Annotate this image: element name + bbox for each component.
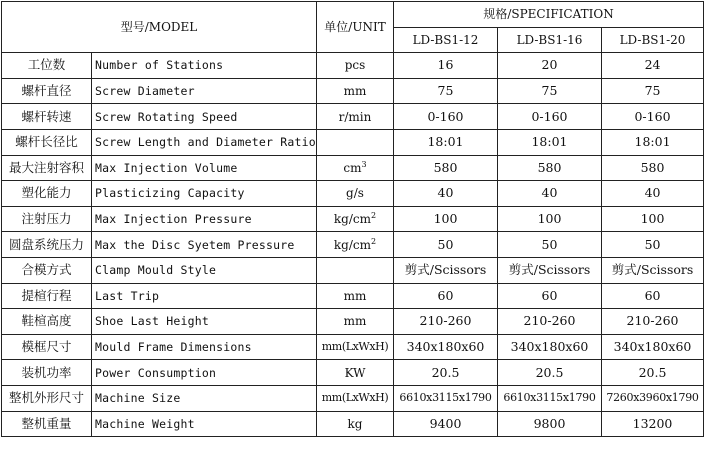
value-cell-model-1: 60 [394, 283, 498, 309]
value-cell-model-3: 20.5 [602, 360, 704, 386]
table-row [2, 257, 704, 283]
value-cell-model-1: 210-260 [394, 309, 498, 335]
value-cell-model-1: 75 [394, 78, 498, 104]
value-cell-model-2: 6610x3115x1790 [498, 385, 602, 411]
value-cell-model-1: 9400 [394, 411, 498, 437]
value-cell-model-1: 580 [394, 155, 498, 181]
value-cell-model-2: 9800 [498, 411, 602, 437]
unit-header: 单位/UNIT [317, 2, 394, 53]
parameter-name-cn: 最大注射容积 [2, 155, 92, 181]
parameter-name-cn: 装机功率 [2, 360, 92, 386]
unit-superscript: 2 [371, 236, 377, 246]
unit-text: mm [343, 84, 367, 99]
unit-superscript: 3 [361, 159, 367, 169]
parameter-name-cn: 鞋楦高度 [2, 309, 92, 335]
parameter-name-en: Clamp Mould Style [92, 257, 317, 283]
parameter-name-cn: 螺杆长径比 [2, 129, 92, 155]
table-row [2, 104, 704, 130]
parameter-unit [317, 283, 394, 309]
value-cell-model-3: 18:01 [602, 129, 704, 155]
value-cell-model-3: 340x180x60 [602, 334, 704, 360]
parameter-name-en: Screw Length and Diameter Ratio [92, 129, 317, 155]
value-cell-model-3: 60 [602, 283, 704, 309]
value-cell-model-3: 210-260 [602, 309, 704, 335]
table-row [2, 78, 704, 104]
unit-text: KW [344, 365, 366, 380]
parameter-unit [317, 206, 394, 232]
model-column-2: LD-BS1-16 [498, 27, 602, 53]
parameter-name-en: Mould Frame Dimensions [92, 334, 317, 360]
parameter-name-en: Plasticizing Capacity [92, 181, 317, 207]
parameter-name-en: Max the Disc Syetem Pressure [92, 232, 317, 258]
value-cell-model-3: 580 [602, 155, 704, 181]
value-cell-model-3: 13200 [602, 411, 704, 437]
value-cell-model-2: 580 [498, 155, 602, 181]
parameter-unit [317, 360, 394, 386]
value-cell-model-2: 0-160 [498, 104, 602, 130]
value-cell-model-3: 7260x3960x1790 [602, 385, 704, 411]
unit-text: r/min [338, 109, 372, 124]
model-column-3: LD-BS1-20 [602, 27, 704, 53]
table-row [2, 181, 704, 207]
value-cell-model-3: 0-160 [602, 104, 704, 130]
parameter-unit [317, 104, 394, 130]
parameter-name-en: Screw Rotating Speed [92, 104, 317, 130]
parameter-unit [317, 129, 394, 155]
value-cell-model-1: 20.5 [394, 360, 498, 386]
unit-text: kg/cm [333, 237, 371, 252]
value-cell-model-3: 24 [602, 53, 704, 79]
table-row [2, 283, 704, 309]
unit-text: mm [343, 288, 367, 303]
table-row [2, 232, 704, 258]
model-header: 型号/MODEL [2, 2, 317, 53]
value-cell-model-2: 60 [498, 283, 602, 309]
parameter-name-cn: 塑化能力 [2, 181, 92, 207]
unit-text: kg [347, 416, 363, 431]
value-cell-model-3: 40 [602, 181, 704, 207]
unit-text: g/s [346, 186, 364, 201]
parameter-name-cn: 整机外形尺寸 [2, 385, 92, 411]
parameter-name-cn: 整机重量 [2, 411, 92, 437]
value-cell-model-1: 0-160 [394, 104, 498, 130]
parameter-unit [317, 411, 394, 437]
value-cell-model-1: 50 [394, 232, 498, 258]
parameter-unit [317, 53, 394, 79]
parameter-name-en: Machine Size [92, 385, 317, 411]
table-row [2, 129, 704, 155]
parameter-name-en: Last Trip [92, 283, 317, 309]
parameter-name-en: Max Injection Pressure [92, 206, 317, 232]
table-row [2, 411, 704, 437]
value-cell-model-1: 40 [394, 181, 498, 207]
parameter-name-cn: 注射压力 [2, 206, 92, 232]
parameter-name-cn: 合模方式 [2, 257, 92, 283]
parameter-name-en: Max Injection Volume [92, 155, 317, 181]
value-cell-model-2: 50 [498, 232, 602, 258]
model-column-1: LD-BS1-12 [394, 27, 498, 53]
parameter-unit [317, 181, 394, 207]
parameter-name-cn: 模框尺寸 [2, 334, 92, 360]
unit-text: mm(LxWxH) [321, 391, 389, 405]
value-cell-model-3: 50 [602, 232, 704, 258]
parameter-name-en: Screw Diameter [92, 78, 317, 104]
parameter-unit [317, 334, 394, 360]
value-cell-model-1: 18:01 [394, 129, 498, 155]
parameter-unit [317, 155, 394, 181]
value-cell-model-2: 剪式/Scissors [498, 257, 602, 283]
unit-text: mm(LxWxH) [321, 340, 389, 354]
parameter-unit [317, 78, 394, 104]
parameter-name-en: Power Consumption [92, 360, 317, 386]
parameter-name-en: Shoe Last Height [92, 309, 317, 335]
table-row [2, 309, 704, 335]
parameter-unit [317, 232, 394, 258]
table-row [2, 206, 704, 232]
value-cell-model-1: 100 [394, 206, 498, 232]
table-row [2, 334, 704, 360]
unit-superscript: 2 [371, 211, 377, 221]
table-row [2, 155, 704, 181]
value-cell-model-2: 18:01 [498, 129, 602, 155]
table-row [2, 385, 704, 411]
parameter-name-en: Number of Stations [92, 53, 317, 79]
unit-text: pcs [344, 58, 366, 73]
parameter-name-cn: 螺杆转速 [2, 104, 92, 130]
value-cell-model-3: 75 [602, 78, 704, 104]
value-cell-model-2: 40 [498, 181, 602, 207]
value-cell-model-1: 剪式/Scissors [394, 257, 498, 283]
table-body [2, 2, 704, 437]
value-cell-model-3: 剪式/Scissors [602, 257, 704, 283]
specification-table [1, 1, 704, 437]
value-cell-model-2: 75 [498, 78, 602, 104]
value-cell-model-2: 210-260 [498, 309, 602, 335]
value-cell-model-2: 20.5 [498, 360, 602, 386]
parameter-unit [317, 309, 394, 335]
unit-text: kg/cm [333, 212, 371, 227]
value-cell-model-2: 20 [498, 53, 602, 79]
parameter-name-cn: 提楦行程 [2, 283, 92, 309]
value-cell-model-1: 16 [394, 53, 498, 79]
unit-text: cm [343, 160, 362, 175]
parameter-name-cn: 螺杆直径 [2, 78, 92, 104]
value-cell-model-2: 340x180x60 [498, 334, 602, 360]
specification-header: 规格/SPECIFICATION [394, 2, 704, 28]
parameter-unit [317, 385, 394, 411]
parameter-name-en: Machine Weight [92, 411, 317, 437]
value-cell-model-1: 6610x3115x1790 [394, 385, 498, 411]
parameter-name-cn: 圆盘系统压力 [2, 232, 92, 258]
table-row [2, 53, 704, 79]
unit-text: mm [343, 314, 367, 329]
header-row-top [2, 2, 704, 28]
parameter-unit [317, 257, 394, 283]
value-cell-model-3: 100 [602, 206, 704, 232]
value-cell-model-1: 340x180x60 [394, 334, 498, 360]
table-row [2, 360, 704, 386]
value-cell-model-2: 100 [498, 206, 602, 232]
parameter-name-cn: 工位数 [2, 53, 92, 79]
